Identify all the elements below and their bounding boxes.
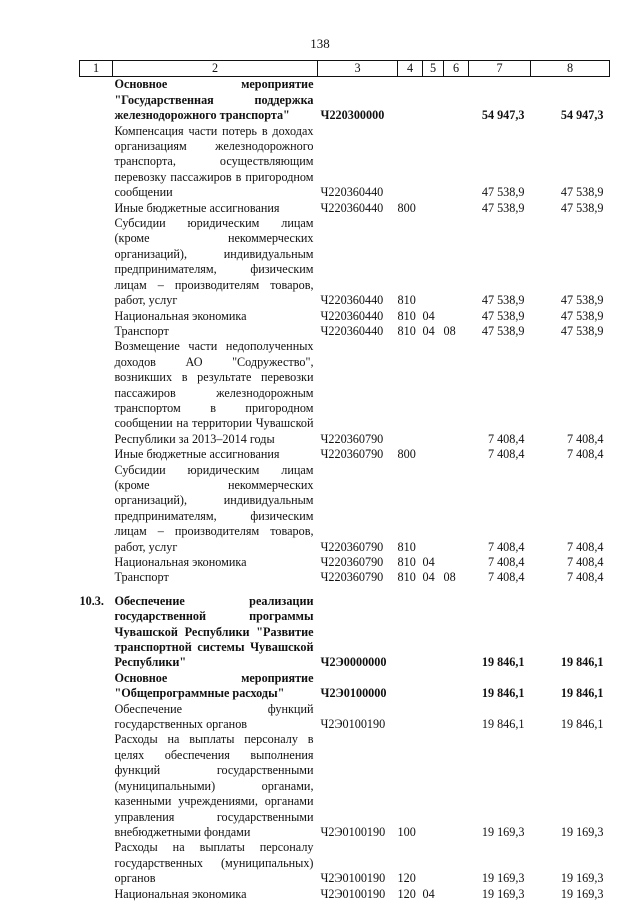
- row-number: [80, 216, 113, 308]
- column-header-7: 7: [469, 61, 531, 77]
- row-section: [423, 216, 444, 308]
- row-value-col7: 7 408,4: [487, 447, 525, 462]
- row-name: Субсидии юридическим лицам (кроме некоммерческих организаций), индивидуальным предпринимателям, физическим лицам – производителям товаров, работ, услуг: [114, 216, 314, 308]
- table-row: [80, 840, 610, 886]
- row-name: Компенсация части потерь в доходах организациям железнодорожного транспорта, осуществляющим перевозку пассажиров в пригородном сообщении: [114, 123, 314, 200]
- row-code: Ч220360440: [320, 308, 384, 323]
- row-section: [423, 702, 444, 733]
- row-number: [80, 201, 113, 216]
- row-section: 04: [422, 570, 435, 585]
- row-number: [80, 887, 113, 902]
- row-expense-type: [398, 586, 423, 671]
- row-subsection: [444, 840, 469, 886]
- table-row: [80, 570, 610, 585]
- row-value-col7: 19 169,3: [481, 886, 525, 901]
- row-subsection: [444, 339, 469, 447]
- row-subsection: [444, 124, 469, 201]
- row-subsection: [444, 702, 469, 733]
- row-number: [80, 77, 113, 124]
- row-name: Национальная экономика: [114, 308, 247, 323]
- row-value-col7: 47 538,9: [481, 200, 525, 215]
- column-header-1: 1: [80, 61, 113, 77]
- column-header-6: 6: [444, 61, 469, 77]
- row-value-col8: 47 538,9: [560, 200, 604, 215]
- row-number: [80, 339, 113, 447]
- row-name: Обеспечение функций государственных органов: [114, 701, 314, 732]
- table-row: [80, 309, 610, 324]
- row-value-col8: 19 169,3: [560, 886, 604, 901]
- row-expense-type: 810: [397, 539, 416, 554]
- table-row: [80, 124, 610, 201]
- row-name: Национальная экономика: [114, 555, 247, 569]
- row-name: Транспорт: [114, 323, 169, 338]
- row-section: [423, 77, 444, 124]
- row-value-col7: 19 846,1: [481, 686, 525, 701]
- table-header: [80, 61, 610, 77]
- row-number: [80, 570, 113, 585]
- row-subsection: [444, 732, 469, 840]
- row-code: Ч220360790: [320, 539, 384, 554]
- budget-table-container: [79, 60, 609, 902]
- row-expense-type: [398, 671, 423, 702]
- row-name: Обеспечение реализации государственной программы Чувашской Республики "Развитие транспортной системы Чувашской Республики": [114, 593, 314, 670]
- table-row: [80, 732, 610, 840]
- column-header-3: 3: [318, 61, 398, 77]
- row-number: [80, 702, 113, 733]
- row-code: Ч2Э0000000: [320, 655, 387, 670]
- row-subsection: [444, 201, 469, 216]
- row-section: [423, 586, 444, 671]
- column-header-5: 5: [423, 61, 444, 77]
- table-row: [80, 216, 610, 308]
- row-value-col7: 47 538,9: [481, 293, 525, 308]
- row-value-col8: 47 538,9: [560, 293, 604, 308]
- row-section: [423, 463, 444, 555]
- table-row: [80, 702, 610, 733]
- row-subsection: [444, 77, 469, 124]
- row-value-col8: 19 169,3: [560, 871, 604, 886]
- row-expense-type: 810: [397, 570, 416, 585]
- column-header-8: 8: [531, 61, 610, 77]
- row-value-col7: 19 846,1: [481, 655, 525, 670]
- row-code: Ч220360790: [320, 570, 384, 585]
- row-subsection: [444, 555, 469, 570]
- row-expense-type: [398, 339, 423, 447]
- table-row: [80, 586, 610, 671]
- row-code: Ч2Э0100000: [320, 686, 387, 701]
- row-code: Ч220360790: [320, 431, 384, 446]
- row-code: Ч220360440: [320, 323, 384, 338]
- row-expense-type: [398, 124, 423, 201]
- row-section: [423, 671, 444, 702]
- row-expense-type: 810: [397, 308, 416, 323]
- table-row: [80, 555, 610, 570]
- row-section: 04: [422, 323, 435, 338]
- row-code: Ч220360440: [320, 185, 384, 200]
- row-section: [423, 201, 444, 216]
- row-section: [423, 124, 444, 201]
- row-subsection: [444, 887, 469, 902]
- row-code: Ч2Э0100190: [320, 824, 386, 839]
- row-expense-type: 810: [397, 323, 416, 338]
- page-number: 138: [310, 36, 330, 51]
- row-number: [80, 309, 113, 324]
- row-value-col8: 7 408,4: [566, 570, 604, 585]
- table-row: [80, 339, 610, 447]
- table-row: [80, 201, 610, 216]
- table-row: [80, 77, 610, 124]
- row-subsection: 08: [443, 570, 456, 585]
- row-number: [80, 124, 113, 201]
- row-value-col7: 7 408,4: [487, 431, 525, 446]
- row-number: [80, 324, 113, 339]
- row-value-col7: 7 408,4: [487, 539, 525, 554]
- row-value-col7: 7 408,4: [487, 555, 525, 569]
- row-name: Национальная экономика: [114, 886, 247, 901]
- row-name: Транспорт: [114, 570, 169, 585]
- row-code: Ч2Э0100190: [320, 871, 386, 886]
- row-number: [80, 463, 113, 555]
- column-header-4: 4: [398, 61, 423, 77]
- row-value-col8: 47 538,9: [560, 323, 604, 338]
- row-subsection: [444, 216, 469, 308]
- row-expense-type: 800: [397, 447, 416, 462]
- row-value-col8: 19 169,3: [560, 824, 604, 839]
- row-value-col7: 19 169,3: [481, 871, 525, 886]
- row-code: Ч220360790: [320, 555, 384, 569]
- row-value-col8: 19 846,1: [560, 717, 604, 732]
- row-expense-type: 100: [397, 824, 416, 839]
- row-value-col7: 54 947,3: [481, 108, 525, 123]
- header-row: [80, 61, 610, 77]
- row-subsection: [444, 671, 469, 702]
- row-number: 10.3.: [79, 593, 104, 608]
- row-expense-type: 120: [397, 886, 416, 901]
- row-expense-type: [398, 77, 423, 124]
- row-number: [80, 447, 113, 462]
- row-expense-type: [398, 702, 423, 733]
- table-row: [80, 463, 610, 555]
- row-value-col8: 7 408,4: [566, 555, 604, 569]
- row-code: Ч220360440: [320, 293, 384, 308]
- budget-table: [79, 60, 610, 902]
- row-name: Основное мероприятие "Государственная поддержка железнодорожного транспорта": [114, 77, 314, 123]
- row-code: Ч2Э0100190: [320, 886, 386, 901]
- row-subsection: [444, 586, 469, 671]
- column-header-2: 2: [113, 61, 318, 77]
- row-section: 04: [422, 308, 435, 323]
- row-value-col8: 54 947,3: [560, 108, 604, 123]
- row-value-col8: 19 846,1: [560, 686, 604, 701]
- row-number: [80, 555, 113, 570]
- row-subsection: [444, 309, 469, 324]
- row-value-col7: 47 538,9: [481, 185, 525, 200]
- row-name: Иные бюджетные ассигнования: [114, 447, 280, 462]
- row-value-col8: 19 846,1: [560, 655, 604, 670]
- row-code: Ч220360440: [320, 200, 384, 215]
- row-value-col8: 7 408,4: [566, 431, 604, 446]
- row-value-col8: 7 408,4: [566, 447, 604, 462]
- row-section: [423, 447, 444, 462]
- row-subsection: [444, 447, 469, 462]
- table-row: [80, 324, 610, 339]
- row-subsection: [444, 463, 469, 555]
- row-subsection: 08: [443, 323, 456, 338]
- row-section: [423, 732, 444, 840]
- row-number: [80, 671, 113, 702]
- row-number: [80, 732, 113, 840]
- row-name: Расходы на выплаты персоналу государственных (муниципальных) органов: [114, 840, 314, 886]
- row-name: Субсидии юридическим лицам (кроме некоммерческих организаций), индивидуальным предпринимателям, физическим лицам – производителям товаров, работ, услуг: [114, 462, 314, 554]
- row-code: Ч220360790: [320, 447, 384, 462]
- row-code: Ч2Э0100190: [320, 717, 386, 732]
- row-value-col7: 47 538,9: [481, 323, 525, 338]
- row-value-col8: 47 538,9: [560, 185, 604, 200]
- row-expense-type: 800: [397, 200, 416, 215]
- row-section: 04: [422, 886, 435, 901]
- row-value-col8: 47 538,9: [560, 308, 604, 323]
- row-section: [423, 339, 444, 447]
- row-expense-type: 810: [397, 555, 416, 569]
- table-row: [80, 447, 610, 462]
- row-number: [80, 840, 113, 886]
- row-value-col7: 19 169,3: [481, 824, 525, 839]
- row-section: [423, 840, 444, 886]
- row-code: Ч220300000: [320, 108, 385, 123]
- row-section: 04: [422, 555, 435, 569]
- row-name: Иные бюджетные ассигнования: [114, 200, 280, 215]
- row-name: Основное мероприятие "Общепрограммные расходы": [114, 670, 314, 701]
- table-row: [80, 887, 610, 902]
- table-body: [80, 77, 610, 902]
- row-value-col7: 19 846,1: [481, 717, 525, 732]
- row-name: Расходы на выплаты персоналу в целях обеспечения выполнения функций государственными (муниципальными) органами, казенными учреждениями, органами управления государственными внебюджетными фондами: [114, 732, 314, 839]
- row-value-col8: 7 408,4: [566, 539, 604, 554]
- row-value-col7: 7 408,4: [487, 570, 525, 585]
- table-row: [80, 671, 610, 702]
- row-name: Возмещение части недополученных доходов АО "Содружество", возникших в результате перевозки пассажиров железнодорожным транспортом в пригородном сообщении на территории Чувашской Республики за 2013–2014 годы: [114, 339, 314, 446]
- row-value-col7: 47 538,9: [481, 308, 525, 323]
- row-expense-type: 810: [397, 293, 416, 308]
- row-expense-type: 120: [397, 871, 416, 886]
